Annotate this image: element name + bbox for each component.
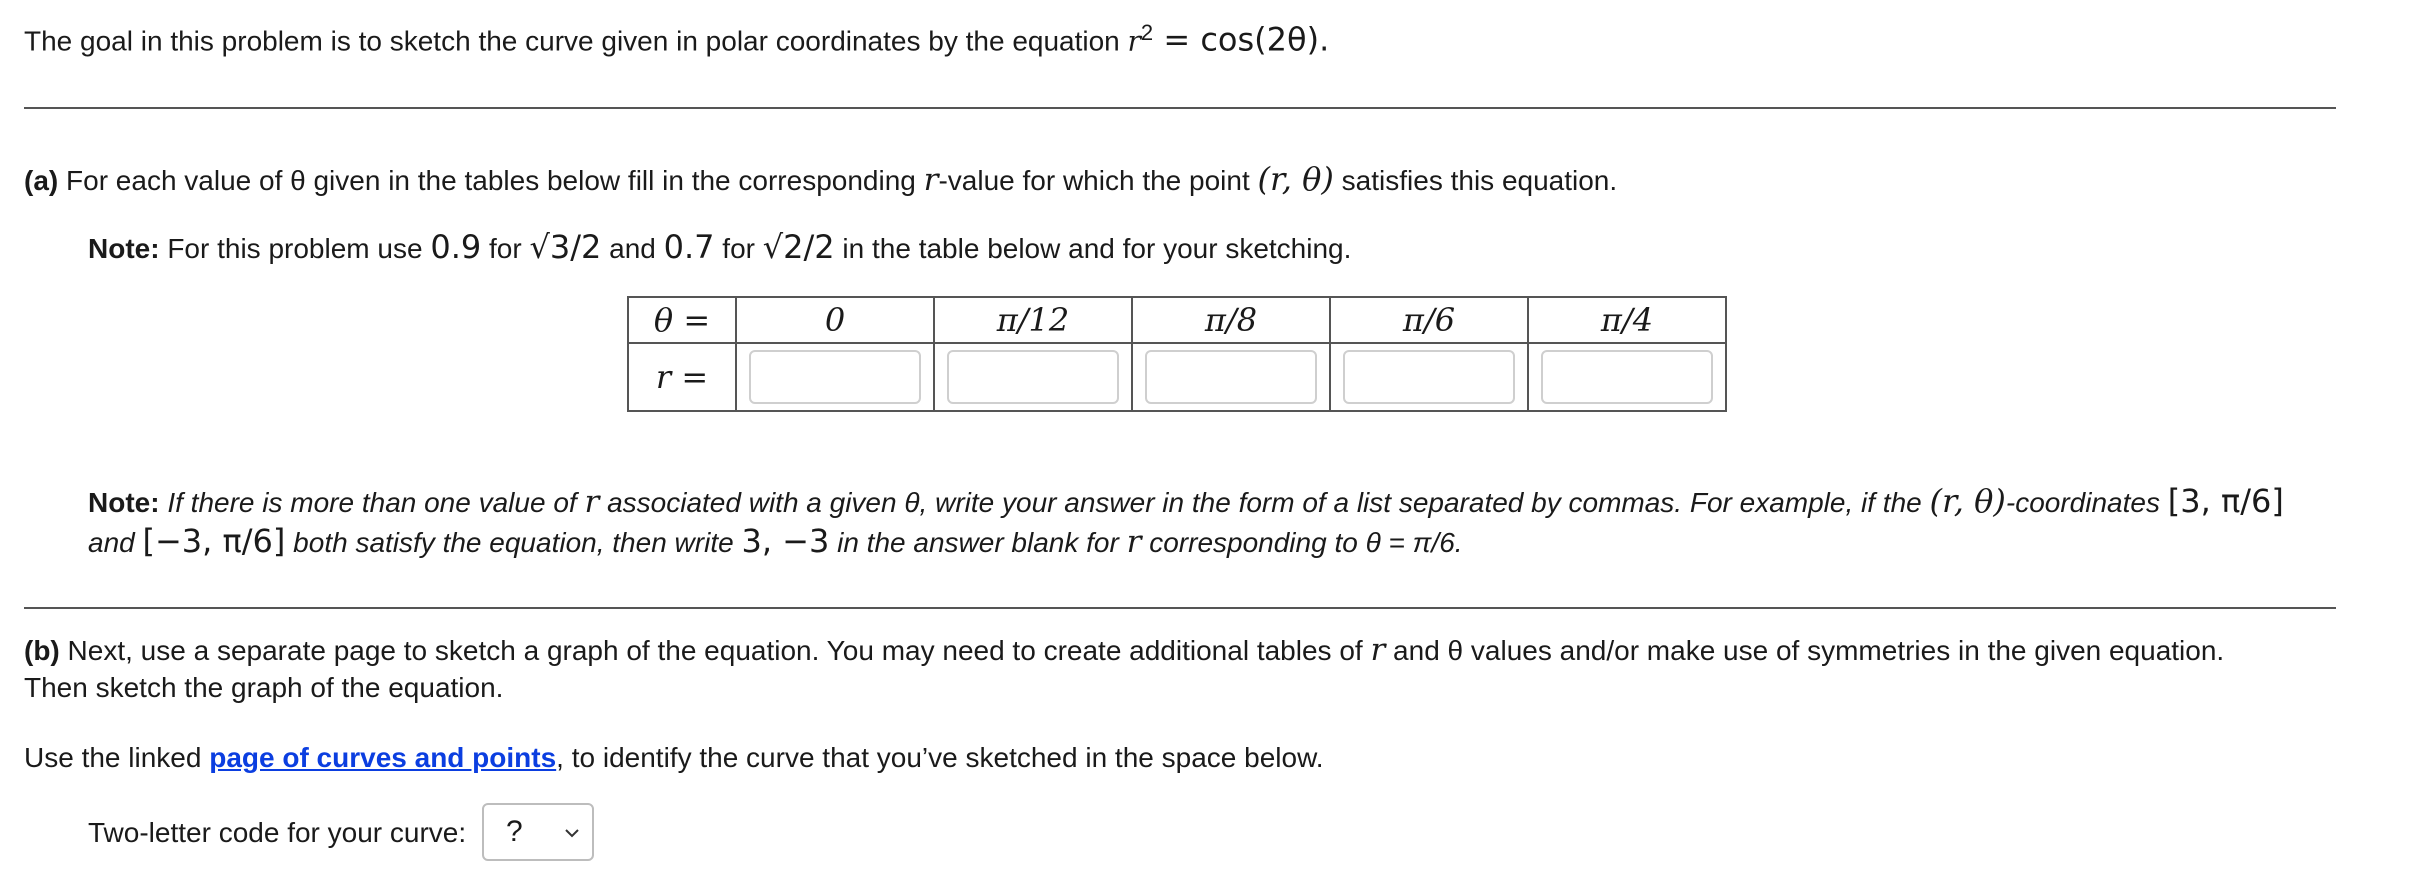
part-a-r: r — [923, 162, 939, 198]
part-b-l1b: and θ values and/or make use of symmetries in the given equation. — [1385, 635, 2225, 666]
r-header: r = — [628, 343, 736, 411]
note-multiple-values-line-1 — [88, 482, 2284, 520]
part-b-line-1 — [24, 632, 2224, 668]
curve-code-label: Two-letter code for your curve: — [88, 817, 467, 848]
theta-header: θ = — [628, 297, 736, 343]
note-1-t2: for — [481, 233, 530, 264]
part-b-r: r — [1370, 632, 1386, 668]
note-1-t4: for — [714, 233, 763, 264]
r-row — [628, 343, 1726, 411]
note-2-label: Note: — [88, 487, 160, 518]
note-2-l1c: -coordinates — [2005, 487, 2168, 518]
note-2-l2c: in the answer blank for — [829, 527, 1127, 558]
theta-col-4: π/4 — [1528, 297, 1726, 343]
intro-text: The goal in this problem is to sketch the curve given in polar coordinates by the equation — [24, 25, 1128, 57]
note-2-example-2: [−3, π/6] — [142, 522, 286, 560]
r-answer-input-0[interactable] — [749, 350, 921, 404]
linked-page-line — [24, 742, 1324, 774]
note-2-l2b: both satisfy the equation, then write — [285, 527, 742, 558]
r-cell-3 — [1330, 343, 1528, 411]
note-1-sqrt2: √2/2 — [762, 228, 835, 266]
theta-col-2: π/8 — [1132, 297, 1330, 343]
intro-eq-exp: 2 — [1140, 20, 1154, 45]
note-1-label: Note: — [88, 233, 160, 264]
r-cell-0 — [736, 343, 934, 411]
part-a-line — [24, 160, 1617, 198]
note-1-t3: and — [601, 233, 664, 264]
note-1-v1: 0.9 — [430, 228, 482, 266]
values-table — [627, 296, 1727, 412]
note-2-example-1: [3, π/6] — [2167, 482, 2284, 520]
note-2-l2a: and — [88, 527, 143, 558]
part-b-l2: Then sketch the graph of the equation. — [24, 672, 504, 703]
part-a-point: (r, θ) — [1257, 160, 1334, 198]
part-a-text-1: For each value of θ given in the tables below fill in the corresponding — [58, 165, 924, 196]
part-b-l1a: Next, use a separate page to sketch a graph of the equation. You may need to create additional tables of — [59, 635, 1371, 666]
curves-and-points-link[interactable]: page of curves and points — [209, 742, 557, 773]
theta-col-3: π/6 — [1330, 297, 1528, 343]
note-approximations — [88, 228, 1351, 266]
note-1-sqrt3: √3/2 — [529, 228, 602, 266]
divider-middle — [24, 607, 2336, 609]
part-b-label: (b) — [24, 635, 60, 666]
chevron-down-icon — [564, 825, 580, 841]
note-2-answer-example: 3, −3 — [741, 522, 830, 560]
theta-row — [628, 297, 1726, 343]
linked-t1: Use the linked — [24, 742, 210, 773]
note-2-l2d: corresponding to θ = π/6. — [1141, 527, 1463, 558]
divider-top — [24, 107, 2336, 109]
r-answer-input-1[interactable] — [947, 350, 1119, 404]
intro-line — [24, 20, 1329, 58]
note-1-t1: For this problem use — [159, 233, 431, 264]
r-answer-input-3[interactable] — [1343, 350, 1515, 404]
note-1-v2: 0.7 — [663, 228, 715, 266]
part-a-label: (a) — [24, 165, 59, 196]
r-answer-input-2[interactable] — [1145, 350, 1317, 404]
part-a-text-2: -value for which the point — [938, 165, 1258, 196]
note-2-l1a: If there is more than one value of — [159, 487, 585, 518]
intro-eq-rest: = cos(2θ). — [1153, 20, 1330, 59]
note-2-l1b: associated with a given θ, write your answer in the form of a list separated by commas. For example, if the — [599, 487, 1930, 518]
r-cell-1 — [934, 343, 1132, 411]
theta-col-0: 0 — [736, 297, 934, 343]
note-1-t5: in the table below and for your sketching. — [834, 233, 1352, 264]
intro-eq-var: r — [1127, 24, 1141, 58]
r-answer-input-4[interactable] — [1541, 350, 1713, 404]
note-2-r1: r — [584, 484, 600, 520]
note-2-coord: (r, θ) — [1929, 482, 2006, 520]
note-2-r2: r — [1126, 524, 1142, 560]
part-a-text-3: satisfies this equation. — [1333, 165, 1618, 196]
curve-code-selected: ? — [506, 815, 523, 848]
linked-t2: , to identify the curve that you’ve sketched in the space below. — [556, 742, 1324, 773]
r-cell-2 — [1132, 343, 1330, 411]
part-b-line-2 — [24, 672, 503, 704]
note-multiple-values-line-2 — [88, 522, 1463, 560]
curve-code-select[interactable] — [482, 803, 594, 861]
theta-col-1: π/12 — [934, 297, 1132, 343]
r-cell-4 — [1528, 343, 1726, 411]
